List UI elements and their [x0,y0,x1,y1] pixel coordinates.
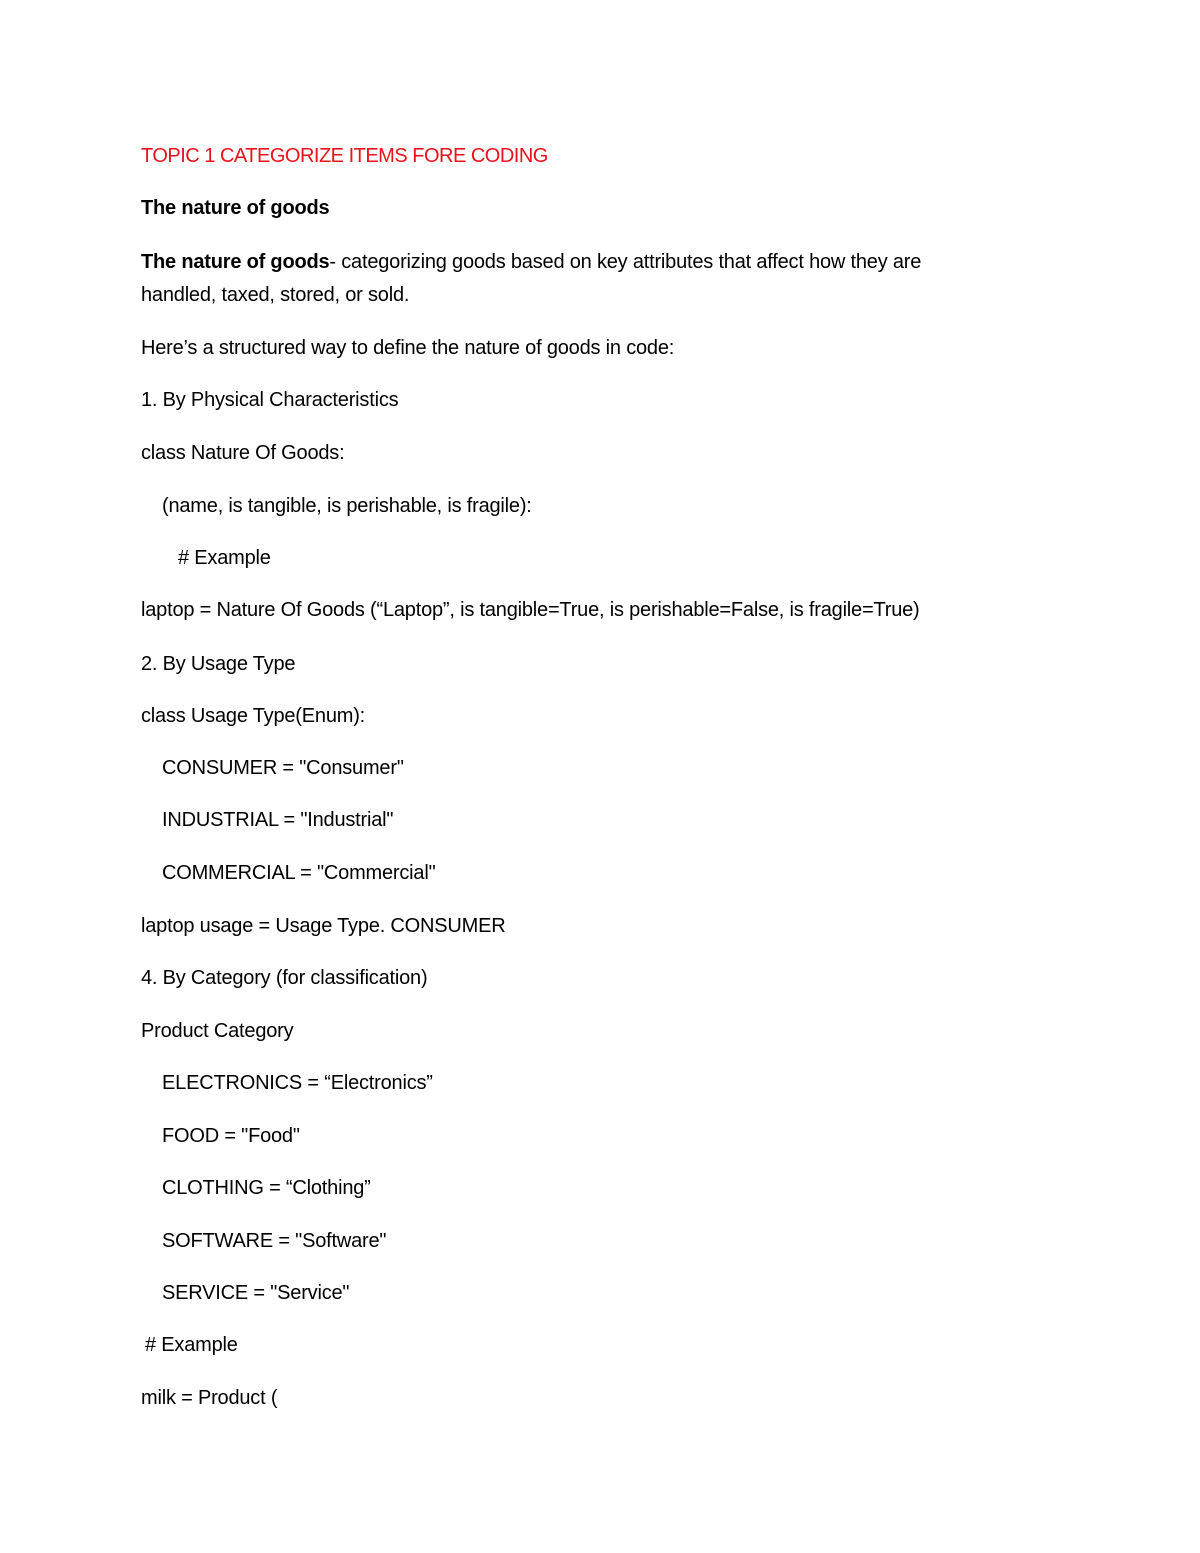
section4-member: SOFTWARE = "Software" [162,1230,387,1252]
section2-member: COMMERCIAL = "Commercial" [162,862,436,884]
definition-term: The nature of goods [141,251,330,273]
section2-class-line: class Usage Type(Enum): [141,705,366,727]
section2-member: CONSUMER = "Consumer" [162,757,404,779]
section4-member: SERVICE = "Service" [162,1282,350,1304]
section1-comment: # Example [178,547,271,569]
section1-example: laptop = Nature Of Goods (“Laptop”, is tangible=True, is perishable=False, is fragile=True) [141,599,920,621]
section2-example: laptop usage = Usage Type. CONSUMER [141,915,506,937]
section1-class-line: class Nature Of Goods: [141,442,345,464]
section4-member: CLOTHING = “Clothing” [162,1177,371,1199]
section4-heading: 4. By Category (for classification) [141,967,428,989]
section4-member: FOOD = "Food" [162,1125,300,1147]
intro-paragraph: Here’s a structured way to define the nature of goods in code: [141,337,675,359]
section2-member: INDUSTRIAL = "Industrial" [162,809,394,831]
section1-heading: 1. By Physical Characteristics [141,389,399,411]
section2-heading: 2. By Usage Type [141,653,296,675]
section4-example: milk = Product ( [141,1387,278,1409]
document-title: TOPIC 1 CATEGORIZE ITEMS FORE CODING [141,145,548,167]
section-heading: The nature of goods [141,197,330,219]
section4-class-line: Product Category [141,1020,294,1042]
definition-text: - categorizing goods based on key attributes that affect how they are [329,251,922,273]
section1-params-line: (name, is tangible, is perishable, is fragile): [162,495,532,517]
definition-paragraph-line1 [141,250,921,274]
definition-paragraph-line2: handled, taxed, stored, or sold. [141,284,410,306]
section4-member: ELECTRONICS = “Electronics” [162,1072,433,1094]
section4-comment: # Example [145,1334,238,1356]
